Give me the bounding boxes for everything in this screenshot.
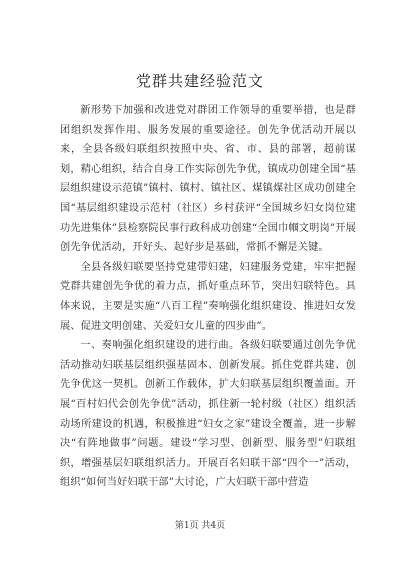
page-footer: 第1页 共4页 [174,521,226,531]
paragraph-1: 新形势下加强和改进党对群团工作领导的重要举措，也是群团组织发挥作用、服务发展的重要途径。创先争优活动开展以来，全县各级妇联组织按照中央、省、市、县的部署，超前谋划，精心组织，结合自身工作实际创先争优，镇成功创建全国“基层组织建设示范镇”镇村、镇村、镇社区、煤镇煤社区成功创建全国“基层组织建设示范村（社区）乡村获评“全国城乡妇女岗位建功先进集体”县检察院民事行政科成功创建“全国巾帼文明岗”开展创先争优活动，开好头、起好步是基础，常抓不懈是关键。 [60,105,356,254]
document-body [60,101,356,493]
document-title: 党群共建经验范文 [135,72,264,90]
paragraph-3: 一、奏响强化组织建设的进行曲。各级妇联要通过创先争优活动推动妇联基层组织强基固本、创新发展。抓住党群共建、创先争优这一契机。创新工作载体，扩大妇联基层组织覆盖面。开展“百村妇代会创先争优”活动，抓住新一轮村级（社区）组织活动场所建设的机遇，积极推进“妇女之家”建设全覆盖，进一步解决“有阵地做事”问题。建设“学习型、创新型、服务型”妇联组织，增强基层妇联组织活力。开展百名妇联干部“四个一”活动，组织“如何当好妇联干部”大讨论，广大妇联干部中营造 [60,340,356,489]
paragraph-2: 全县各级妇联要坚持党建带妇建，妇建服务党建，牢牢把握党群共建创先争优的着力点，抓好重点环节，突出妇联特色。具体来说，主要是实施“八百工程”奏响强化组织建设、推进妇女发展、促进文明创建、关爱妇女儿童的四步曲”。 [60,261,356,332]
